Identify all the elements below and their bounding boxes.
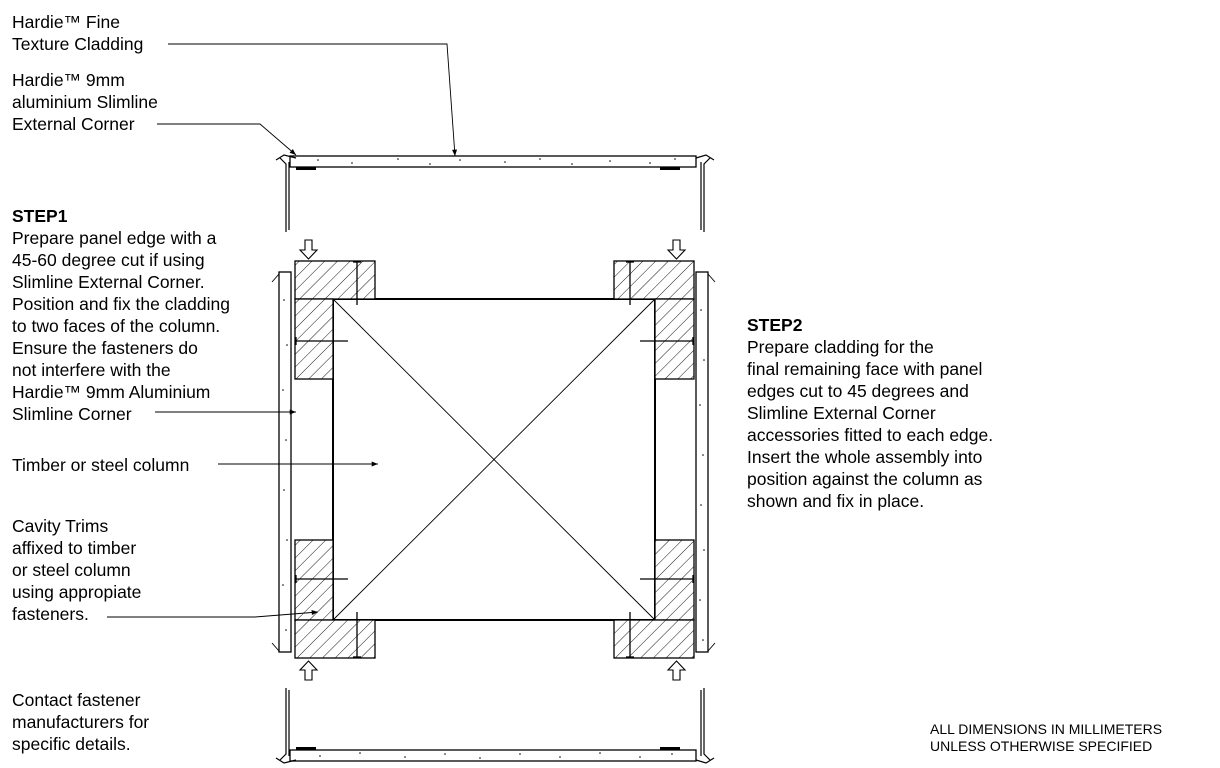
label-fine-texture-cladding: Hardie™ Fine Texture Cladding	[12, 12, 144, 54]
slimline-corner-bottom-right	[696, 688, 714, 763]
label-contact-fastener: Contact fastener manufacturers for specific details.	[12, 690, 150, 754]
step1-text: Prepare panel edge with a 45-60 degree cut if using Slimline External Corner. Position and fix the cladding to two faces of the column. Ensure the fasteners do not interfere with the Hardie™ 9mm Aluminium Slimline Corner	[12, 228, 230, 424]
right-cladding-panel	[696, 272, 715, 652]
step2-text: Prepare cladding for the final remaining face with panel edges cut to 45 degrees and Slimline External Corner accessories fitted to each edge. Insert the whole assembly into position against the column as shown and fix in place.	[747, 337, 994, 511]
step2-title: STEP2	[747, 315, 803, 335]
label-slimline-external-corner: Hardie™ 9mm aluminium Slimline External Corner	[12, 70, 158, 134]
bottom-cladding-panel	[290, 747, 696, 761]
slimline-corner-top-right	[696, 155, 714, 232]
dimensions-note: ALL DIMENSIONS IN MILLIMETERS UNLESS OTHERWISE SPECIFIED	[930, 721, 1163, 754]
left-cladding-panel	[272, 272, 291, 652]
timber-steel-column	[333, 299, 655, 620]
label-cavity-trims: Cavity Trims affixed to timber or steel column using appropiate fasteners.	[12, 516, 142, 624]
top-cladding-panel	[290, 156, 696, 170]
step1-title: STEP1	[12, 206, 68, 226]
label-timber-steel-column: Timber or steel column	[12, 455, 190, 475]
